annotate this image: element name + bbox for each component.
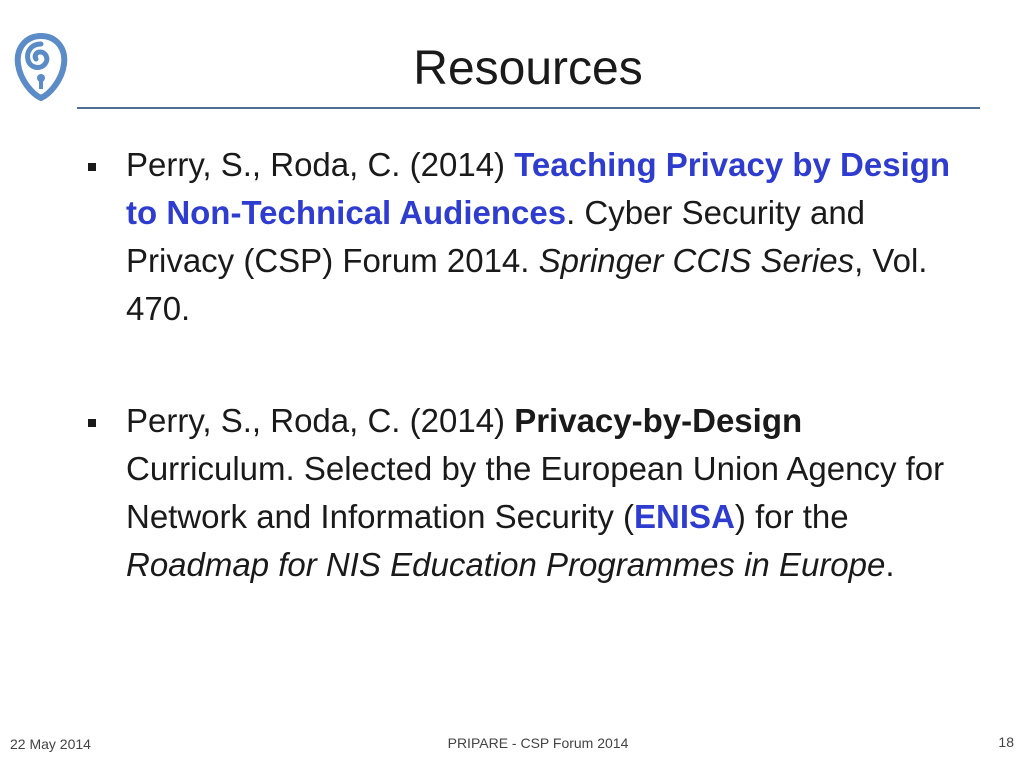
citation-connector: ) for the xyxy=(734,498,849,535)
square-bullet-icon xyxy=(88,163,96,171)
citation-volume: , Vol. 470. xyxy=(126,242,928,327)
citation-end: . xyxy=(885,546,895,583)
swirl-lock-logo-icon xyxy=(12,30,70,102)
list-item xyxy=(88,397,978,589)
series-name: Springer CCIS Series xyxy=(538,242,855,279)
resources-list xyxy=(88,141,978,653)
footer-event: PRIPARE - CSP Forum 2014 xyxy=(447,735,629,751)
citation-description: Curriculum. Selected by the European Union Agency for Network and Information Security ( xyxy=(126,450,945,535)
curriculum-title: Privacy-by-Design xyxy=(514,402,803,439)
list-item xyxy=(88,141,978,333)
citation-venue: . Cyber Security and Privacy (CSP) Forum 2014. xyxy=(126,194,866,279)
enisa-link[interactable]: ENISA xyxy=(634,498,735,535)
slide-title: Resources xyxy=(413,42,643,95)
citation-authors: Perry, S., Roda, C. (2014) xyxy=(126,146,515,183)
paper-title-link[interactable]: Teaching Privacy by Design to Non-Technical Audiences xyxy=(126,146,951,231)
square-bullet-icon xyxy=(88,419,96,427)
slide-number: 18 xyxy=(998,734,1014,750)
roadmap-title: Roadmap for NIS Education Programmes in Europe xyxy=(126,546,886,583)
title-divider xyxy=(77,107,980,109)
footer-date: 22 May 2014 xyxy=(10,736,91,752)
citation-authors: Perry, S., Roda, C. (2014) xyxy=(126,402,515,439)
